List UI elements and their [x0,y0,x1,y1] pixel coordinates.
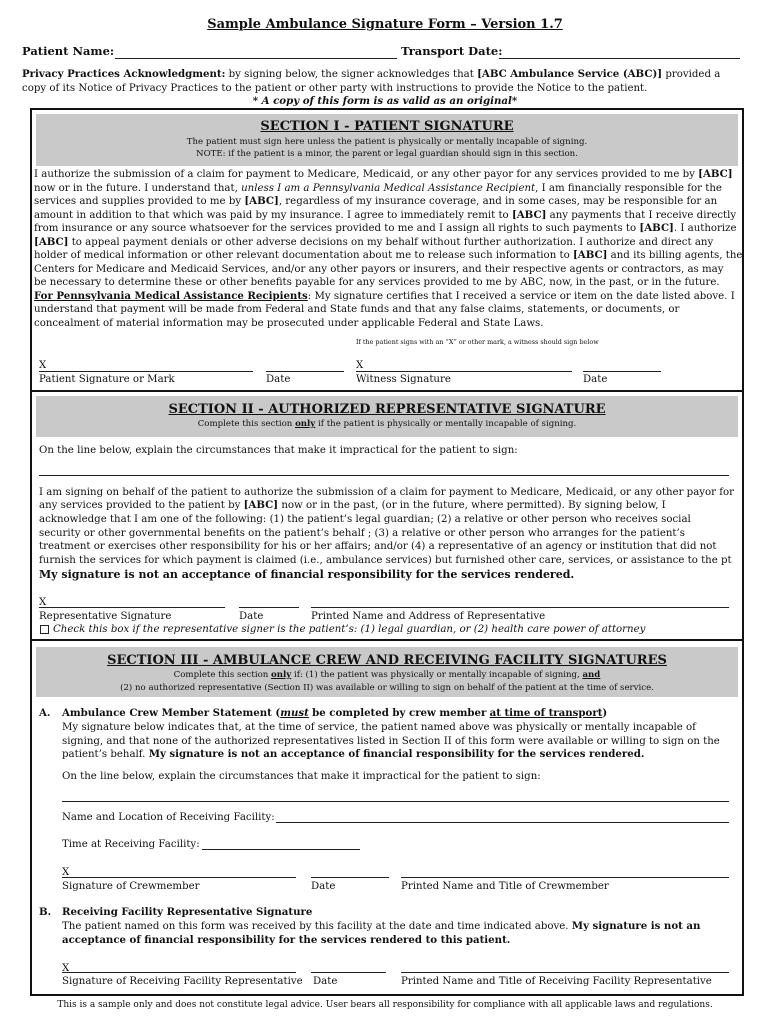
footer-disclaimer: This is a sample only and does not constitute legal advice. User bears all responsibility for compliance with all applicable laws and regulations. [57,1000,713,1010]
time-field[interactable] [202,849,360,850]
s2-para-line: acknowledge that I am one of the following: (1) the patient’s legal guardian; (2) a relative or other person who receives social [39,514,691,525]
rep-printed-name-label: Printed Name and Address of Representative [311,611,546,622]
rep-signature-line[interactable] [39,607,225,608]
transport-date-field[interactable] [499,58,740,59]
rep-printed-name-line[interactable] [311,607,729,608]
rf-signature-line[interactable] [62,972,296,973]
part-a-line: signing, and that none of the authorized representatives listed in Section II of this form were available or willing to sign on the [62,736,720,747]
section-divider-1 [31,390,743,392]
part-b-letter: B. [39,906,52,918]
date-label: Date [239,611,264,622]
part-a-line: patient’s behalf. My signature is not an acceptance of financial responsibility for the services rendered. [62,748,645,760]
crew-signature-label: Signature of Crewmember [62,881,200,892]
s1-para-line: now or in the future. I understand that, unless I am a Pennsylvania Medical Assistance Recipient, I am financially responsible for the [34,183,722,194]
s1-para-line: services and supplies provided to me by [ABC], regardless of my insurance coverage, and in some cases, may be responsible for an [34,195,718,207]
guardian-checkbox-label: Check this box if the representative signer is the patient’s: (1) legal guardian, or (2) health care power of attorney [53,624,646,635]
part-a-letter: A. [39,707,51,719]
s1-para-line: I authorize the submission of a claim for payment to Medicare, Medicaid, or any other payor for any services provided to me by [ABC] [34,168,733,180]
x-mark: X [62,867,70,878]
s1-para-line: be necessary to determine these or other benefits payable for any services provided to me by ABC, now, in the past, or in the future. [34,277,720,288]
part-a-title: Ambulance Crew Member Statement (must be completed by crew member at time of transport) [62,707,608,719]
crew-printed-label: Printed Name and Title of Crewmember [401,881,609,892]
crew-date-line[interactable] [311,877,389,878]
witness-date-line[interactable] [583,371,661,372]
part-a-explain-prompt: On the line below, explain the circumstances that make it impractical for the patient to sign: [62,771,541,782]
facility-label: Name and Location of Receiving Facility: [62,812,275,823]
x-mark: X [39,360,47,371]
patient-name-field[interactable] [115,58,397,59]
s2-explain-line[interactable] [39,475,729,476]
s1-pa-line: For Pennsylvania Medical Assistance Recipients: My signature certifies that I received a service or item on the date listed above. I [34,290,735,302]
form-title: Sample Ambulance Signature Form – Version 1.7 [207,17,563,32]
crew-signature-line[interactable] [62,877,296,878]
privacy-line-2: copy of its Notice of Privacy Practices to the patient or other party with instructions to provide the Notice to the patient. [22,83,648,94]
x-mark: X [356,360,364,371]
part-b-line: The patient named on this form was received by this facility at the date and time indicated above. My signature is not an [62,920,701,932]
witness-signature-label: Witness Signature [356,374,451,385]
section-2-title: SECTION II - AUTHORIZED REPRESENTATIVE SIGNATURE [168,402,606,417]
section-3-sub-2: (2) no authorized representative (Section II) was available or willing to sign on behalf of the patient at the time of service. [120,683,654,693]
crew-printed-line[interactable] [401,877,729,878]
s1-para-line: amount in addition to that which was paid by my insurance. I agree to immediately remit to [ABC] any payments that I receive directly [34,209,737,221]
section-2-sub: Complete this section only if the patient is physically or mentally incapable of signing. [197,419,577,429]
copy-note: * A copy of this form is as valid as an original* [252,95,518,107]
s2-para-line: any services provided to the patient by [ABC] now or in the past, (or in the future, where permitted). By signing below, I [39,499,666,511]
rf-printed-label: Printed Name and Title of Receiving Facility Representative [401,976,712,987]
patient-signature-label: Patient Signature or Mark [39,374,175,385]
s1-para-line: holder of medical information or other relevant documentation about me to release such information to [ABC] and its billing agents, the [34,249,743,261]
witness-signature-line[interactable] [356,371,572,372]
s2-para-line: furnish the services for which payment is claimed (i.e., ambulance services) but furnished other care, services, or assistance to the pt [39,555,732,566]
rep-signature-label: Representative Signature [39,611,172,622]
privacy-line-1: Privacy Practices Acknowledgment: by signing below, the signer acknowledges that [ABC Ambulance Service (ABC)] provided a [22,68,721,80]
part-a-line: My signature below indicates that, at the time of service, the patient named above was physically or mentally incapable of [62,722,696,733]
s1-para-line: from insurance or any source whatsoever for the services provided to me and I assign all rights to such payments to [ABC]. I authorize [34,222,737,234]
rf-signature-label: Signature of Receiving Facility Representative [62,976,303,987]
section-1-title: SECTION I - PATIENT SIGNATURE [260,119,514,134]
part-b-line: acceptance of financial responsibility for the services rendered to this patient. [62,934,511,946]
patient-signature-line[interactable] [39,371,253,372]
s2-explain-prompt: On the line below, explain the circumstances that make it impractical for the patient to sign: [39,445,518,456]
s2-para-line: treatment or exercises other responsibility for his or her affairs; and/or (4) a representative of an agency or institution that did not [39,541,717,552]
rep-date-line[interactable] [239,607,299,608]
x-mark: X [39,597,47,608]
rf-printed-line[interactable] [401,972,729,973]
time-label: Time at Receiving Facility: [62,839,200,850]
part-a-explain-line[interactable] [62,801,729,802]
witness-note: If the patient signs with an “X” or other mark, a witness should sign below [356,338,599,346]
date-label: Date [311,881,336,892]
section-1-sub-1: The patient must sign here unless the patient is physically or mentally incapable of signing. [186,137,588,147]
facility-field[interactable] [276,822,729,823]
section-1-sub-2: NOTE: if the patient is a minor, the parent or legal guardian should sign in this section. [196,149,578,159]
s2-para-line: security or other governmental benefits on the patient’s behalf ; (3) a relative or other person who arranges for the patient’s [39,528,685,539]
s2-para-line: I am signing on behalf of the patient to authorize the submission of a claim for payment to Medicare, Medicaid, or any other payor for [39,487,735,498]
section-3-title: SECTION III - AMBULANCE CREW AND RECEIVING FACILITY SIGNATURES [107,653,667,668]
date-label: Date [583,374,608,385]
s1-pa-line: understand that payment will be made from Federal and State funds and that any false claims, statements, or documents, or [34,304,680,315]
s1-para-line: Centers for Medicare and Medicaid Services, and/or any other payors or insurers, and their respective agents or contractors, as may [34,264,724,275]
guardian-checkbox[interactable] [40,625,49,634]
patient-date-line[interactable] [266,371,344,372]
transport-date-label: Transport Date: [401,44,503,58]
date-label: Date [313,976,338,987]
s1-para-line: [ABC] to appeal payment denials or other adverse decisions on my behalf without further authorization. I authorize and direct any [34,236,714,248]
patient-name-label: Patient Name: [22,44,115,58]
rf-date-line[interactable] [311,972,386,973]
section-3-sub-1: Complete this section only if: (1) the patient was physically or mentally incapable of signing, and [173,670,601,680]
date-label: Date [266,374,291,385]
s2-bold-statement: My signature is not an acceptance of financial responsibility for the services rendered. [39,568,575,581]
s1-pa-line: concealment of material information may be prosecuted under applicable Federal and State Laws. [34,318,544,329]
part-b-title: Receiving Facility Representative Signature [62,906,313,918]
section-divider-2 [31,639,743,641]
x-mark: X [62,963,70,974]
